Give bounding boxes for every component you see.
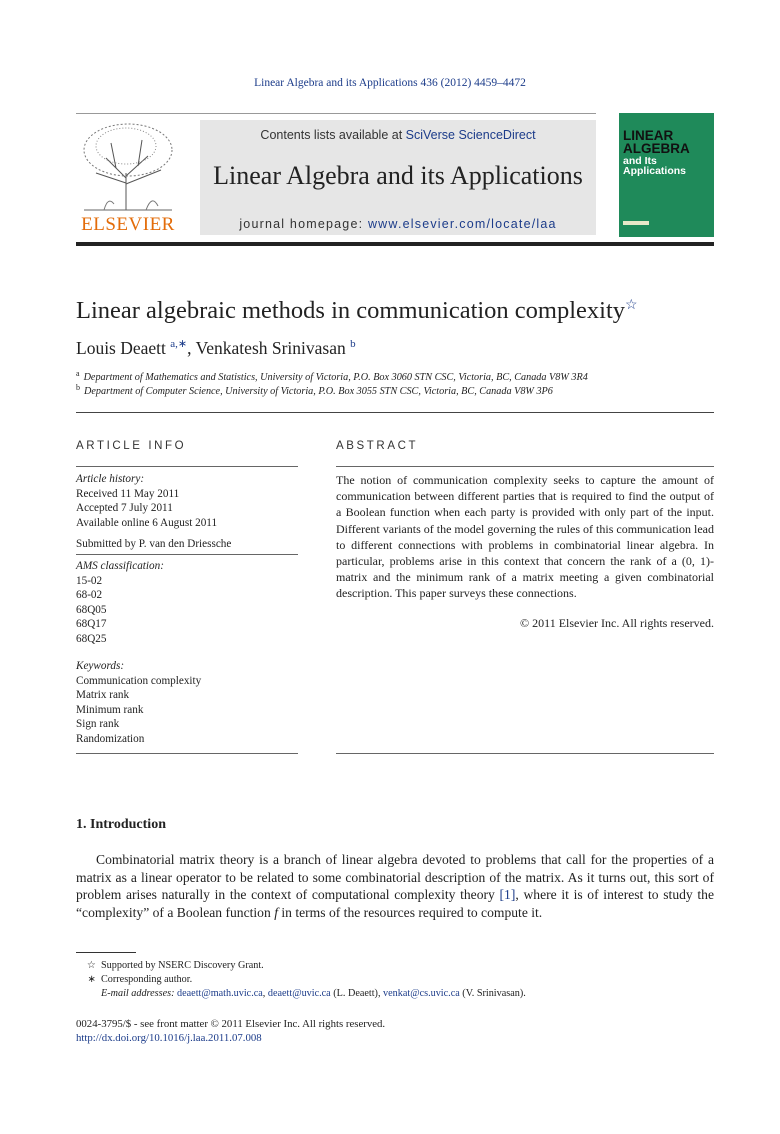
info-rule [76,554,298,555]
author-name: Louis Deaett [76,338,166,358]
tree-icon [76,118,180,214]
footnote [76,960,264,971]
affiliation-mark: b [76,383,80,392]
ams-code: 68Q05 [76,603,107,616]
article-title [76,297,638,325]
ams-code: 68-02 [76,589,103,601]
cover-subtitle [623,156,686,176]
sciencedirect-link[interactable]: SciVerse ScienceDirect [405,128,536,142]
email-link[interactable]: deaett@math.uvic.ca [177,988,263,999]
email-owner: (V. Srinivasan). [459,988,526,999]
paragraph-text: in terms of the resources required to compute it. [277,904,543,920]
citation-link[interactable]: [1] [499,887,516,903]
author-marks[interactable]: a,∗ [170,338,188,350]
cover-subtitle-line: Applications [623,165,687,177]
abstract-rule [336,466,714,467]
article-history [76,472,298,552]
email-link[interactable]: deaett@uvic.ca [267,988,331,999]
abstract-copyright: © 2011 Elsevier Inc. All rights reserved. [520,616,714,630]
history-label: Article history: [76,473,145,485]
doi-link[interactable]: http://dx.doi.org/10.1016/j.laa.2011.07.008 [76,1032,262,1044]
cover-title-line: ALGEBRA [623,141,690,156]
history-item: Available online 6 August 2011 [76,516,218,529]
submitted-by: Submitted by P. van den Driessche [76,538,232,550]
homepage-line [200,217,596,231]
keyword: Sign rank [76,718,120,730]
affiliation [76,369,588,383]
footnote-mark: ∗ [87,974,96,985]
contents-line [200,128,596,142]
keyword: Communication complexity [76,674,202,687]
keyword: Matrix rank [76,689,130,701]
ams-classification [76,559,298,646]
info-rule [76,466,298,467]
ams-code: 68Q25 [76,632,107,645]
article-title-text: Linear algebraic methods in communication complexity [76,297,626,324]
title-footnote-mark[interactable]: ☆ [625,298,638,313]
keyword: Randomization [76,732,145,745]
abstract-rule [336,753,714,754]
affiliation-text: Department of Mathematics and Statistics, University of Victoria, P.O. Box 3060 STN CSC, Victoria, BC, Canada V8W 3R4 [83,372,588,383]
author-list: Louis Deaett $^{a,∗}$, Venkatesh Srinivasan $^b$ [76,338,356,358]
abstract-text: The notion of communication complexity seeks to capture the amount of communication between different parties that is required to find the output of a Boolean function when each party is provided with only part of the input. Different variants of the model governing the rules of this communication lead to different connections with problems in combinatorial linear algebra. In particular, problems arise in this context that concern the rank of a (0, 1)-matrix and the minimum rank of a matrix meeting a given combinatorial description. This paper surveys these connections. [336,473,715,601]
history-item: Accepted 7 July 2011 [76,502,173,514]
footnote-text: Corresponding author. [101,974,193,985]
homepage-link[interactable]: www.elsevier.com/locate/laa [367,217,557,231]
journal-banner [200,120,596,235]
header-rule [76,113,596,114]
issn-line: 0024-3795/$ - see front matter © 2011 Elsevier Inc. All rights reserved. [76,1018,386,1030]
email-footnote [76,988,526,999]
email-owner: (L. Deaett), [330,988,384,999]
keyword: Minimum rank [76,703,144,716]
footnote-rule [76,952,136,953]
journal-cover[interactable] [619,113,714,237]
author-marks[interactable]: b [350,338,356,350]
cover-title [623,129,690,155]
intro-paragraph [76,851,714,921]
section-rule [76,412,714,413]
email-separator: , [262,988,268,999]
footnote-mark: ☆ [86,960,96,971]
email-link[interactable]: venkat@cs.uvic.ca [383,988,460,999]
author-name: Venkatesh Srinivasan [195,338,346,358]
history-item: Received 11 May 2011 [76,487,180,500]
section-heading: 1. Introduction [76,817,166,832]
footnote [76,974,192,985]
keywords [76,659,298,746]
homepage-prefix: journal homepage: [239,217,368,231]
article-info-heading: ARTICLE INFO [76,440,187,452]
journal-reference[interactable]: Linear Algebra and its Applications 436 (2012) 4459–4472 [254,77,526,89]
affiliation-mark: a [76,369,80,378]
elsevier-logo[interactable] [76,118,180,236]
keywords-label: Keywords: [76,660,125,672]
cover-title-line: LINEAR [623,128,674,143]
header-thick-rule [76,242,714,246]
journal-title: Linear Algebra and its Applications [213,161,583,190]
abstract-heading: ABSTRACT [336,440,419,452]
math-symbol: f [274,904,278,920]
affiliation [76,383,553,397]
paragraph-text: , where it is of interest to study the “complexity” of a Boolean function [76,887,714,920]
cover-decoration [623,221,649,225]
email-label: E-mail addresses: [101,988,178,999]
contents-prefix: Contents lists available at [260,128,406,142]
affiliation-text: Department of Computer Science, University of Victoria, P.O. Box 3055 STN CSC, Victoria, BC, Canada V8W 3P6 [84,386,553,397]
ams-code: 15-02 [76,574,103,587]
info-rule [76,753,298,754]
footnote-text: Supported by NSERC Discovery Grant. [101,960,264,971]
cover-subtitle-line: and Its [623,155,657,167]
ams-code: 68Q17 [76,618,107,630]
ams-label: AMS classification: [76,560,164,572]
publisher-name: ELSEVIER [81,214,175,235]
paragraph-text: Combinatorial matrix theory is a branch of linear algebra devoted to problems that call for the properties of a matrix as a linear operator to be related to some combinatorial description of the matrix. As it turns out, this sort of problem arises naturally in the context of computational complexity theory [76,852,714,903]
